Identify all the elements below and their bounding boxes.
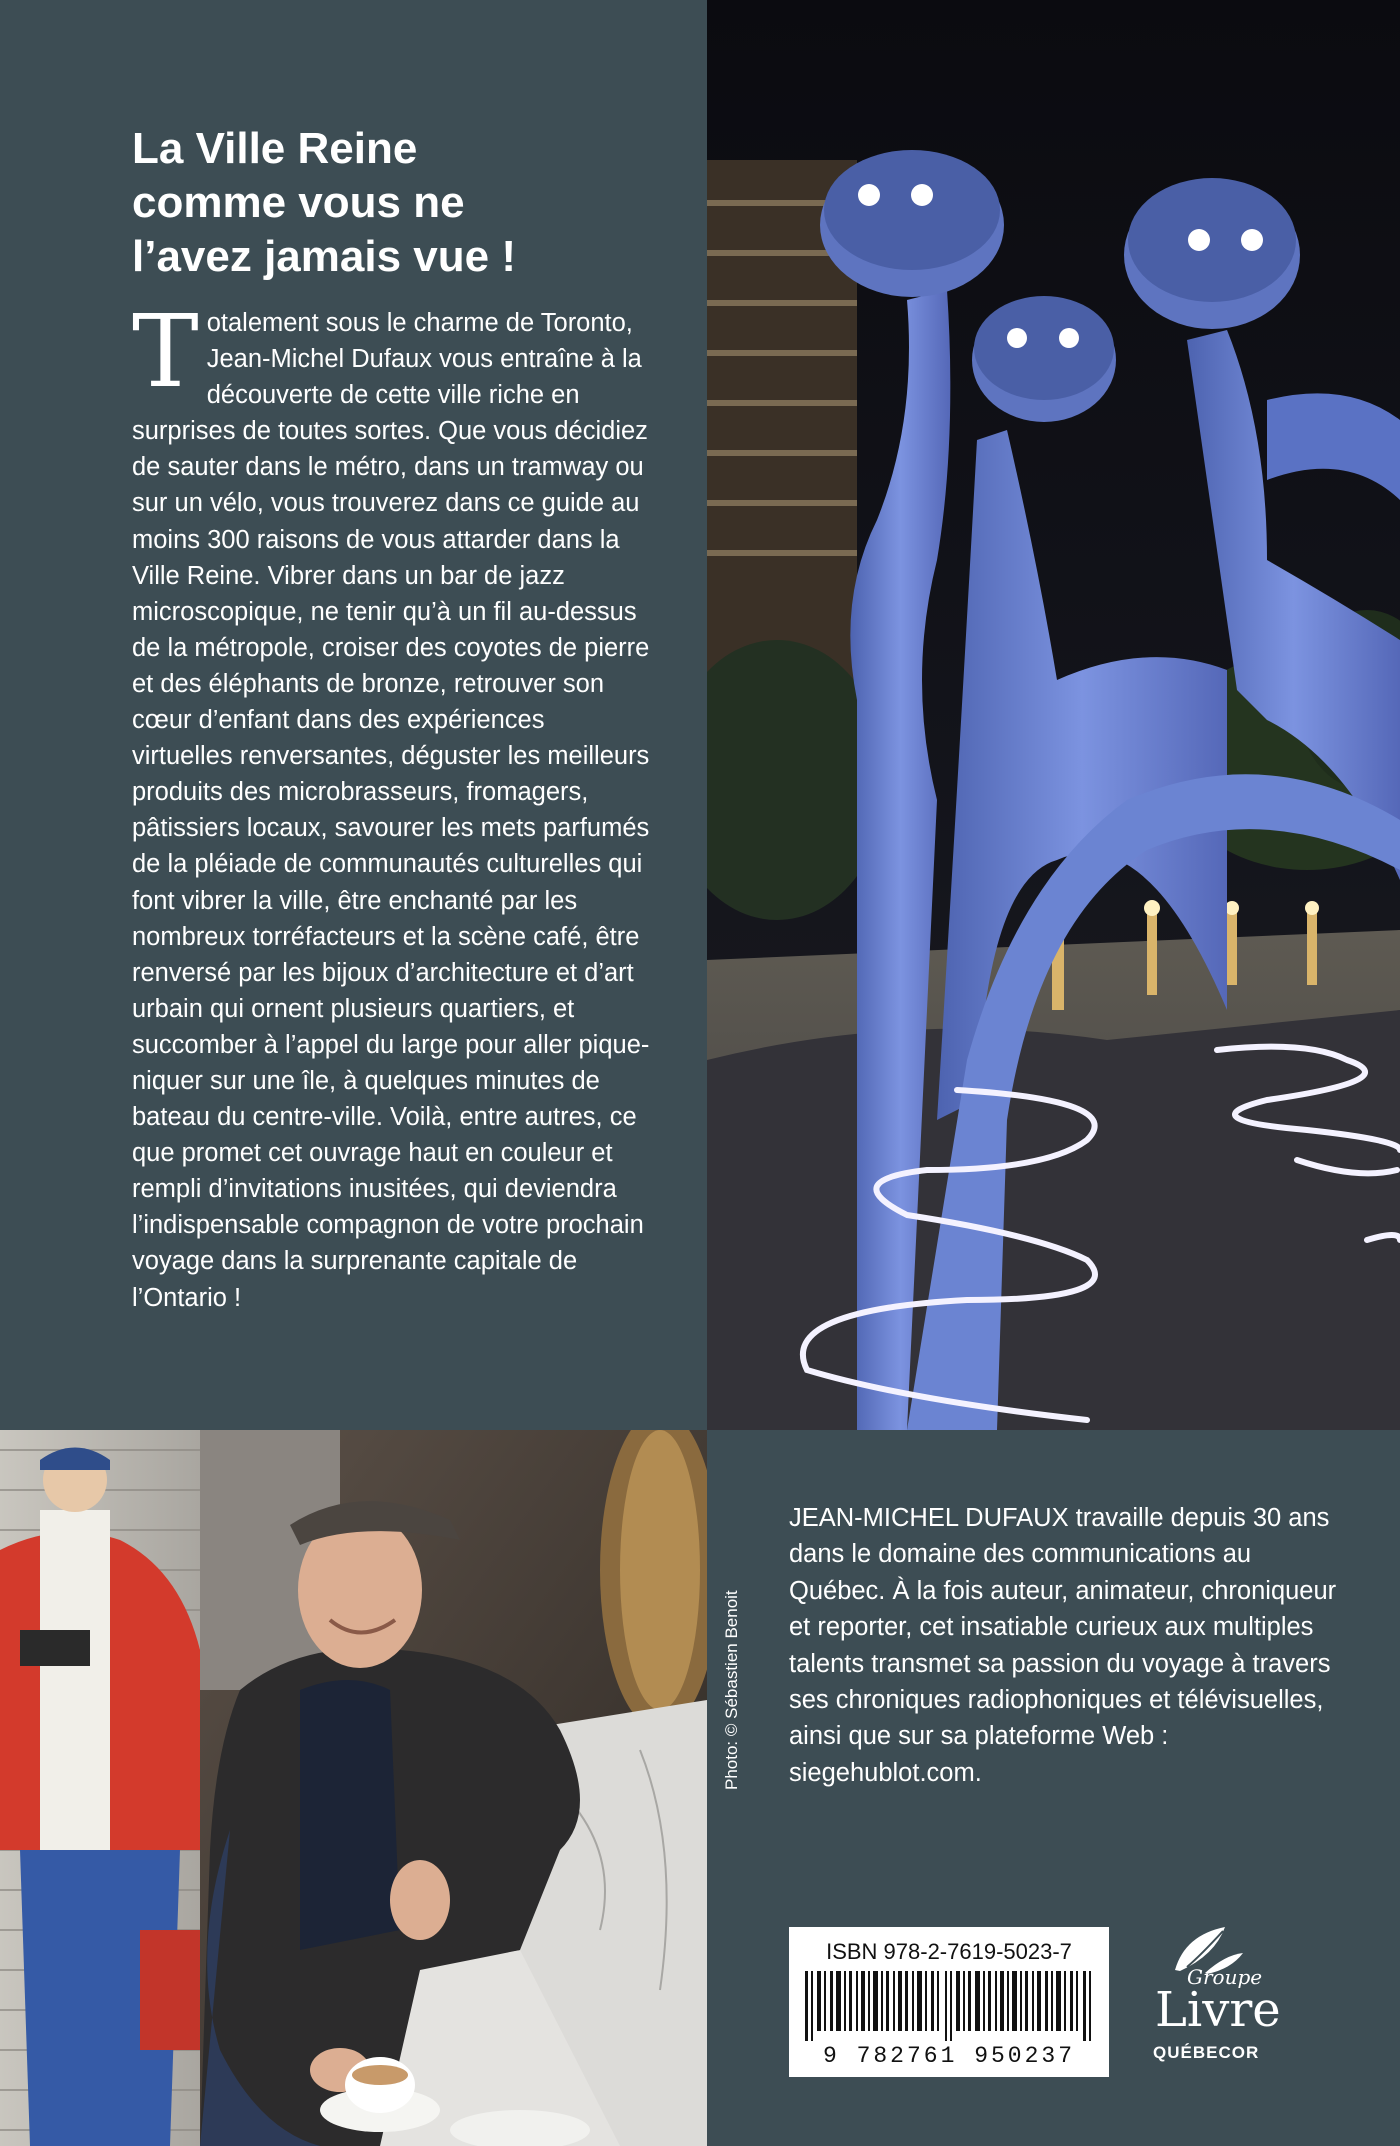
isbn-label: ISBN 978-2-7619-5023-7 — [826, 1939, 1072, 1964]
publisher-logo — [1125, 1925, 1295, 2085]
tagline-line: comme vous ne — [132, 178, 465, 227]
barcode-icon — [805, 1971, 1093, 2041]
sculpture-photo — [707, 0, 1400, 1430]
logo-livre: Livre — [1155, 1982, 1281, 2038]
drop-cap: T — [132, 293, 199, 410]
tagline-line: La Ville Reine — [132, 124, 418, 173]
author-photo — [0, 1430, 707, 2146]
logo-quebecor: QUÉBECOR — [1153, 2043, 1260, 2062]
photo-credit — [722, 1590, 752, 1820]
logo-groupe: Groupe — [1187, 1965, 1263, 1989]
photo-credit-text: Photo: © Sébastien Benoit — [722, 1590, 741, 1790]
author-bio: JEAN-MICHEL DUFAUX travaille depuis 30 ans dans le domaine des communications au Québec. À la fois auteur, animateur, chroniqueur et reporter, cet insatiable curieux aux multiples talents transmet sa passion du voyage à travers ses chroniques radiophoniques et télévisuelles, ainsi que sur sa plateforme Web : siegehublot.com. — [789, 1504, 1337, 1787]
book-tagline — [132, 122, 652, 284]
isbn-barcode — [789, 1927, 1109, 2077]
barcode-number: 9 782761 950237 — [822, 2043, 1076, 2069]
description-text: otalement sous le charme de Toronto, Jean-Michel Dufaux vous entraîne à la découverte de cette ville riche en surprises de toutes sortes. Que vous décidiez de sauter dans le métro, dans un tramway ou sur un vélo, vous trouverez dans ce guide au moins 300 raisons de vous attarder dans la Ville Reine. Vibrer dans un bar de jazz microscopique, ne tenir qu’à un fil au-dessus de la métropole, croiser des coyotes de pierre et des éléphants de bronze, retrouver son cœur d’enfant dans des expériences virtuelles renversantes, déguster les meilleurs produits des microbrasseurs, fromagers, pâtissiers locaux, savourer les mets parfumés de la pléiade de communautés culturelles qui font vibrer la ville, être enchanté par les nombreux torréfacteurs et la scène café, être renversé par les bijoux d’architecture et d’art urbain qui ornent plusieurs quartiers, et succomber à l’appel du large pour aller pique-niquer sur une île, à quelques minutes de bateau du centre-ville. Voilà, entre autres, ce que promet cet ouvrage haut en couleur et rempli d’invitations inusitées, qui deviendra l’indispensable compagnon de votre prochain voyage dans la surprenante capitale de l’Ontario ! — [132, 309, 650, 1312]
book-description — [132, 293, 652, 1316]
tagline-line: l’avez jamais vue ! — [132, 232, 516, 281]
